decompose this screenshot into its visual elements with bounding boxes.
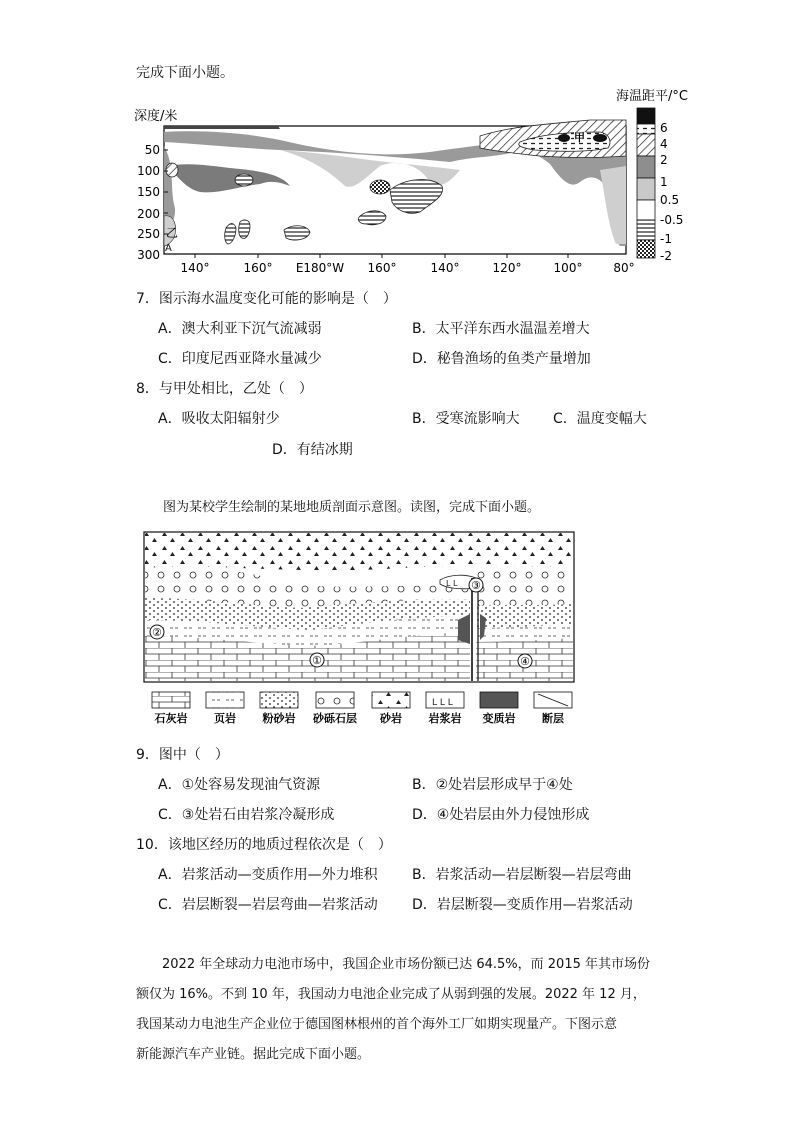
passage-line-2: 额仅为 16%。不到 10 年，我国动力电池企业完成了从弱到强的发展。2022 年 12 月，	[136, 987, 646, 1002]
legend-fault: 断层	[542, 712, 564, 725]
label-3: ③	[471, 579, 481, 592]
y-tick: 100	[137, 164, 160, 178]
x-tick: 140°	[180, 261, 210, 275]
q10-option-b[interactable]: B．岩浆活动—岩层断裂—岩层弯曲	[412, 867, 632, 883]
x-tick: 100°	[553, 261, 583, 275]
legend-sandstone: 砂岩	[380, 712, 402, 725]
svg-text:L L L: L L L	[432, 698, 453, 708]
legend-value: 1	[660, 175, 668, 189]
geology-section-figure	[140, 528, 580, 728]
q7-stem: 7．图示海水温度变化可能的影响是（ ）	[136, 291, 397, 307]
legend-value: -2	[660, 249, 672, 263]
q9-stem: 9．图中（ ）	[136, 747, 229, 763]
x-tick: 80°	[613, 261, 635, 275]
label-2: ②	[152, 626, 162, 639]
x-tick: 140°	[430, 261, 460, 275]
passage-line-4: 新能源汽车产业链。据此完成下面小题。	[136, 1047, 371, 1062]
q8-option-a[interactable]: A．吸收太阳辐射少	[158, 411, 280, 427]
passage-line-3: 我国某动力电池生产企业位于德国图林根州的首个海外工厂如期实现量产。下图示意	[136, 1017, 618, 1032]
y-axis-label: 深度/米	[134, 109, 178, 124]
legend-value: 6	[660, 121, 668, 135]
intro-text: 完成下面小题。	[136, 65, 234, 81]
q10-option-d[interactable]: D．岩层断裂—变质作用—岩浆活动	[412, 897, 633, 913]
q8-option-b[interactable]: B．受寒流影响大	[412, 411, 520, 427]
q9-option-b[interactable]: B．②处岩层形成早于④处	[412, 777, 573, 793]
legend-value: -1	[660, 232, 672, 246]
label-1: ①	[312, 654, 322, 667]
mark-yi: 乙	[166, 226, 179, 240]
q8-stem: 8．与甲处相比，乙处（ ）	[136, 381, 313, 397]
x-tick: 160°	[367, 261, 397, 275]
q8-option-c[interactable]: C．温度变幅大	[553, 411, 647, 427]
legend-limestone: 石灰岩	[154, 712, 188, 725]
q7-option-c[interactable]: C．印度尼西亚降水量减少	[158, 351, 322, 367]
q7-option-d[interactable]: D．秘鲁渔场的鱼类产量增加	[412, 351, 591, 367]
q8-option-d[interactable]: D．有结冰期	[272, 442, 353, 458]
y-tick: 300	[137, 248, 160, 262]
legend-value: 4	[660, 137, 668, 151]
geology-intro: 图为某校学生绘制的某地地质剖面示意图。读图，完成下面小题。	[163, 500, 541, 515]
svg-text:A: A	[165, 243, 172, 254]
legend-value: 0.5	[660, 193, 680, 207]
q9-option-d[interactable]: D．④处岩层由外力侵蚀形成	[412, 807, 590, 823]
ocean-temperature-figure	[130, 86, 700, 282]
y-tick: 50	[144, 143, 160, 157]
x-tick: 120°	[492, 261, 522, 275]
passage-line-1: 2022 年全球动力电池市场中，我国企业市场份额已达 64.5%，而 2015 年其市场份	[162, 957, 650, 972]
legend-metamorphic: 变质岩	[482, 712, 516, 725]
y-tick: 150	[137, 185, 160, 199]
label-4: ④	[520, 655, 530, 668]
q9-option-c[interactable]: C．③处岩石由岩浆冷凝形成	[158, 807, 335, 823]
q9-option-a[interactable]: A．①处容易发现油气资源	[158, 777, 321, 793]
q7-option-b[interactable]: B．太平洋东西水温温差增大	[412, 321, 590, 337]
mark-jia: 甲	[574, 131, 585, 144]
legend-gravel: 砂砾石层	[313, 712, 357, 725]
legend-magmatic: 岩浆岩	[428, 712, 462, 725]
legend-title: 海温距平/°C	[616, 89, 688, 104]
legend-siltstone: 粉砂岩	[262, 712, 296, 725]
legend-value: 2	[660, 153, 668, 167]
x-tick: 160°	[243, 261, 273, 275]
legend-shale: 页岩	[214, 712, 236, 725]
svg-text:L L: L L	[446, 579, 458, 588]
q10-stem: 10．该地区经历的地质过程依次是（ ）	[136, 837, 392, 853]
y-tick: 250	[137, 227, 160, 241]
q10-option-c[interactable]: C．岩层断裂—岩层弯曲—岩浆活动	[158, 897, 378, 913]
q10-option-a[interactable]: A．岩浆活动—变质作用—外力堆积	[158, 867, 378, 883]
y-tick: 200	[137, 207, 160, 221]
q7-option-a[interactable]: A．澳大利亚下沉气流减弱	[158, 321, 322, 337]
x-tick: E180°W	[295, 261, 345, 275]
legend-value: -0.5	[660, 213, 684, 227]
